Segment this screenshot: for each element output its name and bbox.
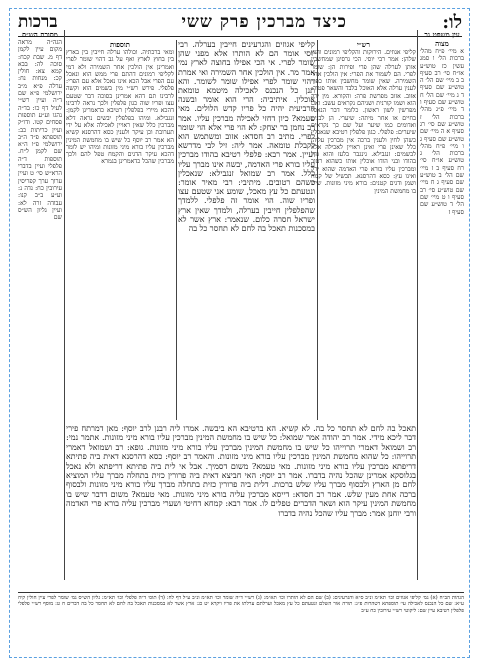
page-header (18, 12, 462, 34)
header-rule (18, 36, 462, 37)
daf-number: לו: (442, 12, 462, 33)
ein-mishpat-column (420, 30, 464, 615)
tractate-name: ברכות (18, 12, 58, 32)
column-divider (417, 30, 418, 580)
rashi-column (311, 40, 416, 420)
masoret-hashas-text: הגה״ה מראה מקום עיין לקמן דף מ. שבת קכח: סוכה לה: בבא קמא צא: חולין קכ: מנחות נח: ערלה פ״א מ״ב ירושלמי פ״א שם ד״ה ועיין רש״י לעיל דף כו: בד״ה נהגו וע״ע תוספות פסחים קטו. ודו״ק ועיין כריתות כב: תוספתא פ״ד ה״ב ירושלמי פ״ו ה״א שם לקמן ל״ח. תוספות ד״ה פלפלי ועיין בדברי הרא״ש סי׳ ט ועיין ערוך ערך קפריסין עירובין כח: נדה נ: וע״ע ב״ב קנו: עבודה זרה לא: ועיין גליון הש״ס שם (18, 39, 62, 222)
rashi-heading: רש״י (357, 40, 370, 49)
chapter-title: כיצד מברכין פרק ששי (181, 12, 347, 32)
tosafot-heading: תוספות (110, 40, 130, 49)
footnotes-text: הגהות הב״ח (א) גמ׳ קליפי אגוזים וכו׳ תא״מ ונ״ב ס״א והגרעינים: (ב) שם הם לא הותרו וכו׳ תא״מ: (ג) רש״י ד״ה שומר וכו׳ תא״מ ונ״ב ע״ל דף לח: (ד) תוס׳ ד״ה פלפלי וכו׳ תא״מ: גליון הש״ס גמ׳ שומר לפרי עיין חולין קיח ע״א: שם כל הנכנס לאכילה עי׳ תוספתא דטהרות פ״ג: תורה אור השלם ונטעתם כל עץ מאכל וערלתם ערלתו את פריו ויקרא יט כג: ארץ אשר לא במסכנות תאכל בה לחם לא תחסר כל בה דברים ח ט: מוסף רש״י פלפלי פלפלין רטיבא עיין שם: ליקוטי רש״י עירובין כח ע״ב (18, 595, 464, 614)
rashi-text: קליפי אגוזים. הירוקות והקליפי רמונים והנץ שלהן: אמר רבי יוסי. הכי גרסינן שמחשבין אותן לערלה שהן פרי ופירות הן: שומר לפרי. הם לשמור את הפרי: אין הולכין אחר השמירה. שאין שומר מחשבין אותו כפרי לענין ערלה אלא האוכל בלבד והשאר פטור: אזוב. אזוב מפרשת פרה: והקורא. מין ירק הוא ושמו קורנית ושניהם נקראים עשב: ואם מפרשין לשון ראשון. כלומר דבר הנאכל בחיים או אחר מיתה: שיערי. הן לבנים ואדומים כמו שיער ועל שם כך נקראים שיערים: פלפלי. כגון פלפלין רטיבא שנאכלין כשהן לחין ולענין ברכה אין מברכין עליהן כלל שאינן פרי ואינן ראויין לאכילה אלא לבשמים: זנגבילא. גינגבר בלעז והוא גדל בהודו ובני הודו אוכלין אותו כשהוא רטוב ומברכין עליו בורא פרי האדמה שהוא ירק ואינו עץ: כסא דהרסנא. תבשיל של קמח ושמן ודגים קטנים: בורא מיני מזונות. שיש בו מחמשת המינין (311, 49, 416, 195)
footnotes-block (18, 592, 464, 651)
masoret-hashas-heading: מסורת הש״ס (22, 30, 58, 39)
gemara-continued-block (66, 424, 416, 584)
tosafot-text: ומאי ברכתיה. וכולהו ערלה חייבין בין בארץ בין בחוץ לארץ ואף על גב דהוי שומר לפרי ואמרינן אין הולכין אחר השמירה ולא דמי לקליפי רמונים דהתם פרי ממש הוא ונאכל עם הפרי אבל הכא אינו נאכל אלא עם הפרי: פלפלי. פירש רש״י מין בשמים הוא וקשה לרבינו תם דהא אמרינן בסוכה דבר שטעם עצו ופריו שוה כגון פלפלין ולכך נראה לרבינו דהכא מיירי בפלפלין רטיבא כדאמרינן לקמן: זנגבילא. ומיהו בפלפלין יבשים נראה דלא מברכין כלל שאין ראויין לאכילה אלא על ידי תערובת וכן עיקר ולענין כסא דהרסנא קשיא הא אמר רב יוסף כל שיש בו מחמשת המינין מברכין עליו בורא מיני מזונות ומיהו יש לומר דהכא עיקר הדגים והקמח טפל להם ולכך מברכין שהכל כדאמרינן בגמרא (66, 49, 174, 166)
gemara-text: קליפי אגוזים והגרעינים חייבין בערלה. רבי יוסי אומר הם לא הותרו אלא מפני שהן שומר לפרי. אי הכי אפילו בחוצה לארץ נמי אמר מר. אין הולכין אחר השמירה ואי אמרת דהוי שומר לפרי אפילו שומר לשומר. והא תנן כל הנכנס לאכילה מיטמא טומאת אוכלין. איתיביה: הרי הוא אומר ובשנה הרביעית יהיה כל פריו קדש הלולים. מאי טעמא? כיון דחזי לאכילה מברכין עליו. אמר רב נחמן בר יצחק: לא הוי פרי אלא הוי שומר לפרי. מתיב רב חסדא: אזוב ומשתמש הוא לקבלת טומאה. אמר ליה: זיל לבי מדרשא ועיין. אמר רבא: פלפלי רטיבא בהודו מברכין עליו בורא פרי האדמה, יבשה אינו מברך עליו כלל. אמר רב שמואל זנגבילא: שנאכלין כשהם רטובים. מיתיבי: רבי מאיר אומר: ונטעתם כל עץ מאכל, שומע אני שטעם עצו ופריו שוה. הוי אומר זה פלפלי. ללמדך שהפלפלין חייבין בערלה, ולמדך שאין ארץ ישראל חסרה כלום. שנאמר: ארץ אשר לא במסכנות תאכל בה לחם לא תחסר כל בה (178, 40, 315, 234)
column-divider (64, 30, 65, 580)
gemara-column (178, 40, 315, 412)
ein-mishpat-text: א מיי׳ פ״ח מהל׳ ברכות הל׳ ו סמג עשין כז טוש״ע או״ח סי׳ רב סעיף ב ב מיי׳ שם הל׳ ה טוש״ע שם סעיף ד ג מיי׳ שם הל׳ ח טוש״ע שם סעיף ו ד מיי׳ פ״ג מהל׳ ברכות הל׳ ז טוש״ע שם סי׳ רג סעיף א ה מיי׳ שם טוש״ע שם סעיף ג ו מיי׳ פ״ח מהל׳ ברכות הל׳ ג טוש״ע או״ח סי׳ רח סעיף ב ז מיי׳ שם הל׳ ב טוש״ע שם סעיף ג ח מיי׳ שם טוש״ע סי׳ רב סעיף ו ט מיי׳ שם הל׳ ד טוש״ע שם סעיף ז (420, 48, 464, 216)
masoret-hashas-column (18, 30, 62, 615)
column-divider (176, 40, 177, 420)
gemara-continued-text: תאכל בה לחם לא תחסר כל בה. לא קשיא. הא ברטיבא הא ביבשה. אמרו ליה רבנן לרב יוסף: מאן דמרתח פירי דבר ליכא מידי. אמר רב יהודה אמר שמואל: כל שיש בו מחמשת המינין מברכין עליו בורא מיני מזונות. אתמר נמי: רב ושמואל דאמרי תרוייהו כל שיש בו מחמשת המינין מברכין עליו בורא מיני מזונות. גופא: רב ושמואל דאמרי תרוייהו: כל שהוא מחמשת המינין מברכין עליו בורא מיני מזונות. והאמר רב יוסף: כסא דהרסנא דאית ביה פתיתא דריפתא מברכין עליו בורא מיני מזונות. מאי טעמא? משום דסמיך. אבל אי לית ביה פתיתא דריפתא ולא נאכל בגלוסקא אמרינן שהכל נהיה בדברו. אמר רב יוסף: האי חביצא דאית ביה פרורין כזית בתחלה מברך עליו המוציא לחם מן הארץ ולבסוף מברך עליו שלש ברכות. דלית ביה פרורין כזית בתחלה מברך עליו בורא מיני מזונות ולבסוף ברכה אחת מעין שלש. אמר רב חסדא: דייסא מברכין עליה בורא מיני מזונות. מאי טעמא? משום דדבר שיש בו מחמשת המינין עיקר הוא ושאר הדברים טפלים לו. אמר רבא: קמחא דחיטי ושערי מברכין עליה בורא פרי האדמה ורבי יוחנן אמר: מברך עליו שהכל נהיה בדברו (66, 424, 416, 518)
tosafot-column (66, 40, 174, 420)
ein-mishpat-heading: עין משפט נר מצוה (424, 30, 460, 48)
